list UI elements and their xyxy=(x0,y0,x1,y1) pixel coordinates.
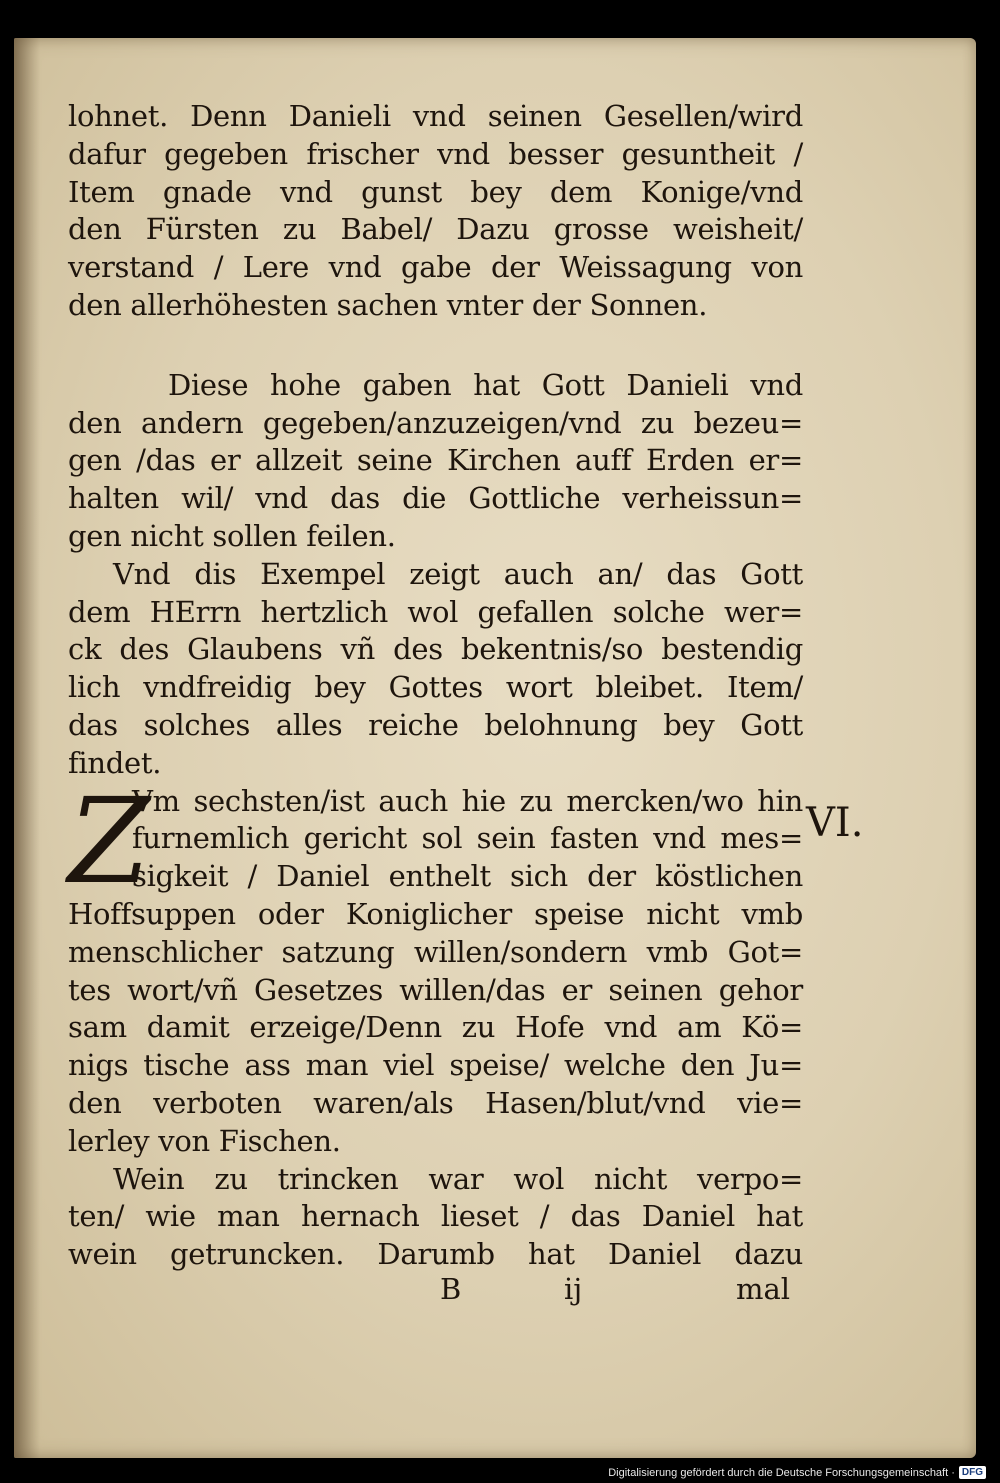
text-line: sam damit erzeige/Denn zu Hofe vnd am Kö= xyxy=(68,1010,803,1045)
text-line: lich vndfreidig bey Gottes wort bleibet. Item/ xyxy=(68,670,803,705)
text-line: Item gnade vnd gunst bey dem Konige/vnd xyxy=(68,174,803,209)
text-line: den andern gegeben/anzuzeigen/vnd zu bezeu= xyxy=(68,405,803,440)
gutter-shadow xyxy=(14,38,40,1458)
book-page xyxy=(14,38,976,1458)
text-line: wein getruncken. Darumb hat Daniel dazu xyxy=(68,1237,803,1272)
text-line: sigkeit / Daniel enthelt sich der köstlichen xyxy=(132,859,803,894)
text-line: Wein zu trincken war wol nicht verpo= xyxy=(113,1161,803,1196)
text-line: gen nicht sollen feilen. xyxy=(68,518,396,553)
signature-mark: B xyxy=(440,1272,462,1306)
text-line: menschlicher satzung willen/sondern vmb Got= xyxy=(68,934,803,969)
text-line: tes wort/vñ Gesetzes willen/das er seinen gehor xyxy=(68,972,803,1007)
text-line: Vm sechsten/ist auch hie zu mercken/wo hin xyxy=(132,783,803,818)
text-line: furnemlich gericht sol sein fasten vnd mes= xyxy=(132,821,803,856)
text-line: ten/ wie man hernach lieset / das Daniel hat xyxy=(68,1199,803,1234)
text-line: Diese hohe gaben hat Gott Danieli vnd xyxy=(168,367,803,402)
dfg-logo-icon: DFG xyxy=(959,1466,986,1479)
text-line: gen /das er allzeit seine Kirchen auff Erden er= xyxy=(68,443,803,478)
text-block xyxy=(68,98,803,1274)
text-line: verstand / Lere vnd gabe der Weissagung von xyxy=(68,250,803,285)
signature-number: ij xyxy=(564,1272,583,1306)
text-line: Vnd dis Exempel zeigt auch an/ das Gott xyxy=(113,556,803,591)
initial-paragraph xyxy=(68,771,803,910)
footer-text: Digitalisierung gefördert durch die Deutsche Forschungsgemeinschaft · xyxy=(608,1466,955,1479)
text-line: halten wil/ vnd das die Gottliche verheissun= xyxy=(68,481,803,516)
decorated-initial: Z xyxy=(68,771,150,910)
text-line: lerley von Fischen. xyxy=(68,1123,341,1158)
text-line: das solches alles reiche belohnung bey Gott xyxy=(68,707,803,742)
catchword: mal xyxy=(736,1272,791,1306)
text-line: den verboten waren/als Hasen/blut/vnd vie= xyxy=(68,1085,803,1120)
text-line: lohnet. Denn Danieli vnd seinen Gesellen/wird xyxy=(68,99,803,133)
text-line: dem HErrn hertzlich wol gefallen solche wer= xyxy=(68,594,803,629)
text-line: den allerhöhesten sachen vnter der Sonnen. xyxy=(68,287,708,322)
text-line: nigs tische ass man viel speise/ welche den Ju= xyxy=(68,1048,803,1083)
text-line: dafur gegeben frischer vnd besser gesuntheit / xyxy=(68,136,803,171)
text-line: findet. xyxy=(68,745,162,780)
margin-section-number: VI. xyxy=(806,800,864,846)
text-line: Hoffsuppen oder Koniglicher speise nicht vmb xyxy=(68,896,803,931)
funding-footer xyxy=(608,1466,986,1479)
text-line: ck des Glaubens vñ des bekentnis/so bestendig xyxy=(68,632,803,667)
text-line: den Fürsten zu Babel/ Dazu grosse weisheit/ xyxy=(68,212,803,247)
